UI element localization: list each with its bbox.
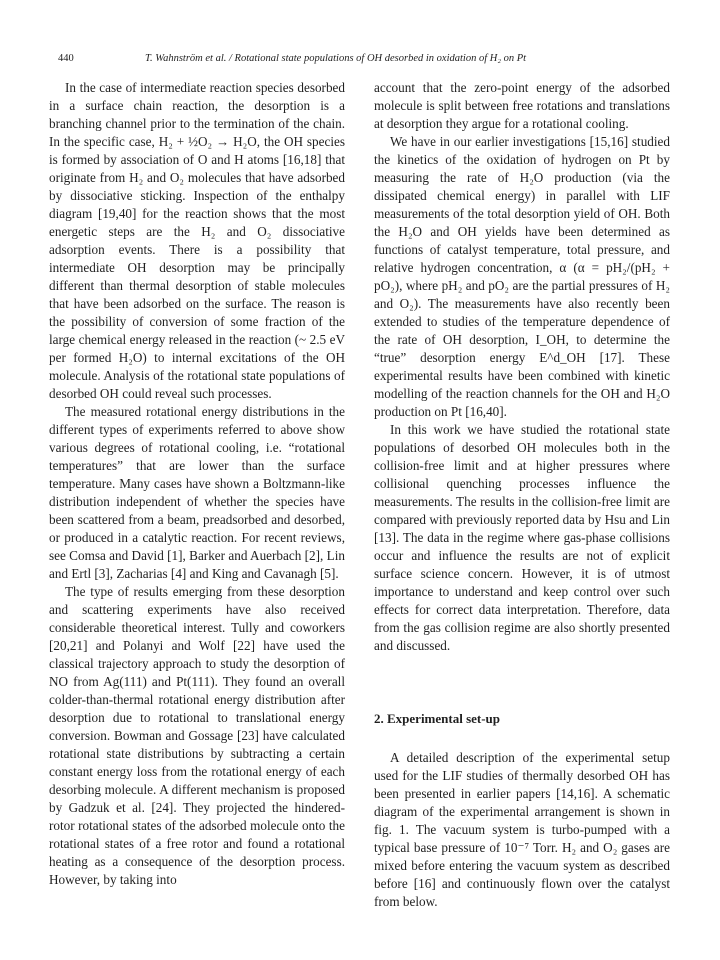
page-number: 440	[58, 53, 74, 64]
paragraph: In this work we have studied the rotational state populations of desorbed OH molecules both in the collision-free limit and at higher pressures where collisional quenching processes influence the measurements. The results in the collision-free limit are compared with previously reported data by Hsu and Lin [13]. The data in the regime where gas-phase collisions occur and influence the results are not of explicit surface science concern. However, it is of utmost importance to understand and keep control over such effects for correct data interpretation. Therefore, data from the gas collision regime are also shortly presented and discussed.	[374, 422, 670, 653]
paragraph: The type of results emerging from these desorption and scattering experiments have also received considerable theoretical interest. Tully and coworkers [20,21] and Polanyi and Wolf [22] have used the classical trajectory approach to study the desorption of NO from Ag(111) and Pt(111). They found an overall colder-than-thermal rotational energy distribution after desorption due to rotational to translational energy conversion. Bowman and Gossage [23] have calculated rotational state distributions by subtracting a certain constant energy loss from the rotational energy of each desorbing molecule. A different mechanism is proposed by Gadzuk et al. [24]. They projected the hindered-rotor rotational states of the adsorbed molecule onto the rotational states of a free rotor and found a rotational heating as a consequence of the desorption process. However, by taking into	[49, 584, 345, 887]
running-title: T. Wahnström et al. / Rotational state populations of OH desorbed in oxidation of H₂ on Pt	[145, 53, 527, 64]
paragraph: In the case of intermediate reaction species desorbed in a surface chain reaction, the desorption is a branching channel prior to the termination of the chain. In the specific case, H₂ + ½O₂ → H₂O, the OH species is formed by association of O and H atoms [16,18] that originate from H₂ and O₂ molecules that have adsorbed by dissociative sticking. Inspection of the enthalpy diagram [19,40] for the reaction shows that the most energetic steps are the H₂ and O₂ dissociative adsorption events. There is a possibility that intermediate OH desorption may be principally different than thermal desorption of stable molecules that have been adsorbed on the surface. The reason is the possibility of conversion of some fraction of the large chemical energy released in the reaction (~ 2.5 eV per formed H₂O) to internal excitations of the OH molecule. Analysis of the rotational state populations of desorbed OH could reveal such processes.	[49, 80, 345, 401]
section-heading: 2. Experimental set-up	[374, 711, 501, 726]
paragraph: account that the zero-point energy of the adsorbed molecule is split between free rotations and translations at desorption they argue for a rotational cooling.	[374, 80, 670, 131]
paragraph: A detailed description of the experimental setup used for the LIF studies of thermally desorbed OH has been presented in earlier papers [14,16]. A schematic diagram of the experimental arrangement is shown in fig. 1. The vacuum system is turbo-pumped with a typical base pressure of 10⁻⁷ Torr. H₂ and O₂ gases are mixed before entering the vacuum system as described before [16] and continuously flown over the catalyst from below.	[374, 750, 670, 909]
paragraph: We have in our earlier investigations [15,16] studied the kinetics of the oxidation of hydrogen on Pt by measuring the rate of H₂O production (via the dissipated chemical energy) in parallel with LIF measurements of the total desorption yield of OH. Both the H₂O and OH yields have been determined as functions of catalyst temperature, total pressure, and relative hydrogen concentration, α (α = pH₂/(pH₂ + pO₂), where pH₂ and pO₂ are the partial pressures of H₂ and O₂). The measurements have also recently been extended to studies of the temperature dependence of the rate of OH desorption, I_OH, to determine the “true” desorption energy E^d_OH [17]. These experimental results have been combined with kinetic modelling of the reaction channels for the OH and H₂O production on Pt [16,40].	[374, 134, 670, 419]
paragraph: The measured rotational energy distributions in the different types of experiments referred to above show various degrees of rotational cooling, i.e. “rotational temperatures” that are lower than the surface temperature. Many cases have shown a Boltzmann-like distribution independent of whether the species have been scattered from a beam, preadsorbed and desorbed, or produced in a catalytic reaction. For recent reviews, see Comsa and David [1], Barker and Auerbach [2], Lin and Ertl [3], Zacharias [4] and King and Cavanagh [5].	[49, 404, 345, 581]
right-column	[374, 79, 670, 911]
left-column	[49, 79, 345, 889]
page-header	[58, 50, 668, 68]
